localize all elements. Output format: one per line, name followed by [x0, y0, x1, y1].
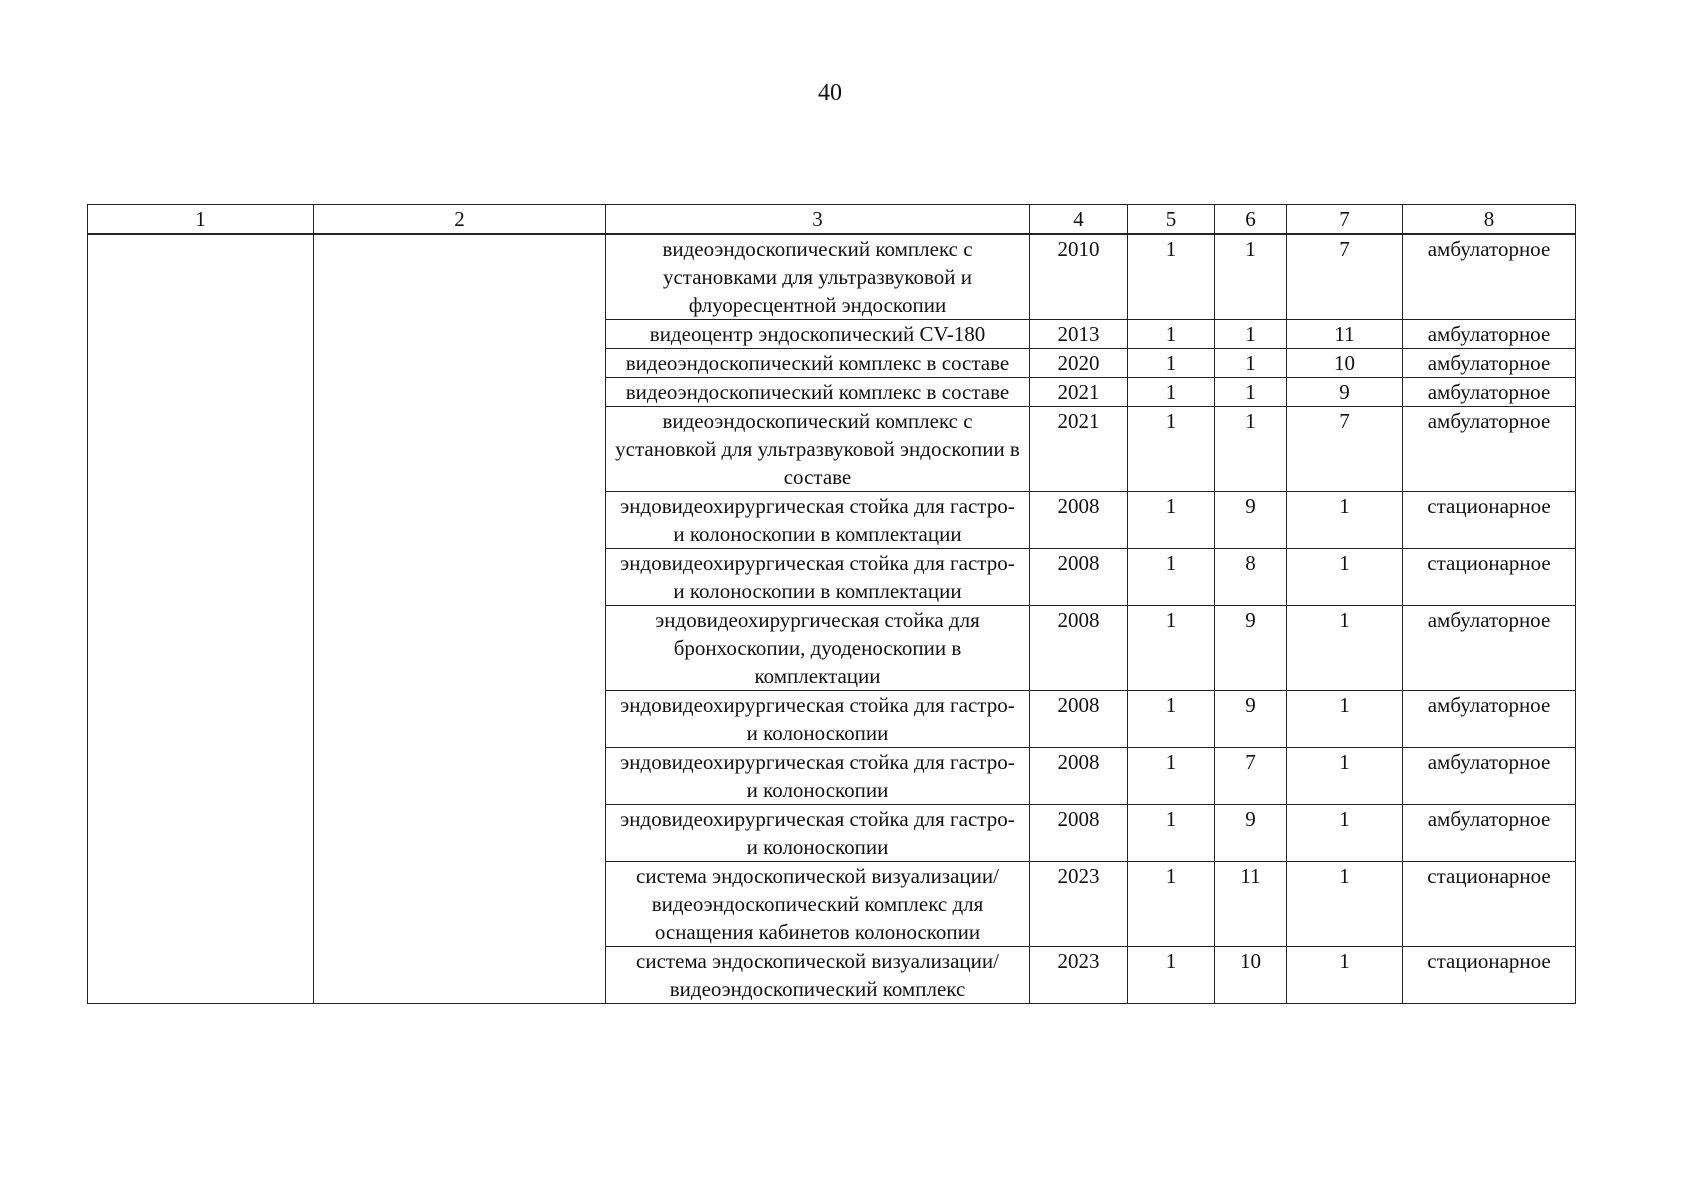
equipment-name: эндовидеохирургическая стойка для бронхоскопии, дуоденоскопии в комплектации: [606, 606, 1030, 691]
equipment-name: видеоэндоскопический комплекс в составе: [606, 378, 1030, 407]
equipment-name: эндовидеохирургическая стойка для гастро- и колоноскопии: [606, 691, 1030, 748]
care-type-cell: амбулаторное: [1403, 349, 1576, 378]
header-col-2: 2: [314, 205, 606, 235]
header-col-7: 7: [1287, 205, 1403, 235]
header-col-3: 3: [606, 205, 1030, 235]
care-type-cell: стационарное: [1403, 947, 1576, 1004]
col-7-cell: 9: [1287, 378, 1403, 407]
col-6-cell: 10: [1215, 947, 1287, 1004]
col-6-cell: 9: [1215, 805, 1287, 862]
equipment-table: [87, 204, 1576, 1004]
header-col-4: 4: [1030, 205, 1128, 235]
table-row: [88, 234, 1576, 320]
col-7-cell: 1: [1287, 606, 1403, 691]
col-5-cell: 1: [1128, 691, 1215, 748]
year-cell: 2008: [1030, 691, 1128, 748]
care-type-cell: амбулаторное: [1403, 407, 1576, 492]
col-5-cell: 1: [1128, 862, 1215, 947]
col-6-cell: 1: [1215, 349, 1287, 378]
care-type-cell: амбулаторное: [1403, 691, 1576, 748]
header-col-1: 1: [88, 205, 314, 235]
care-type-cell: амбулаторное: [1403, 234, 1576, 320]
col-5-cell: 1: [1128, 407, 1215, 492]
col-7-cell: 7: [1287, 234, 1403, 320]
equipment-name: система эндоскопической визуализации/ видеоэндоскопический комплекс для оснащения кабинетов колоноскопии: [606, 862, 1030, 947]
col-6-cell: 11: [1215, 862, 1287, 947]
header-col-5: 5: [1128, 205, 1215, 235]
col-7-cell: 10: [1287, 349, 1403, 378]
col-5-cell: 1: [1128, 606, 1215, 691]
equipment-name: видеоэндоскопический комплекс в составе: [606, 349, 1030, 378]
col-6-cell: 1: [1215, 320, 1287, 349]
col-7-cell: 1: [1287, 862, 1403, 947]
col-5-cell: 1: [1128, 320, 1215, 349]
col-5-cell: 1: [1128, 378, 1215, 407]
col-5-cell: 1: [1128, 805, 1215, 862]
col-5-cell: 1: [1128, 947, 1215, 1004]
year-cell: 2023: [1030, 862, 1128, 947]
col-7-cell: 1: [1287, 748, 1403, 805]
col-5-cell: 1: [1128, 549, 1215, 606]
col-7-cell: 11: [1287, 320, 1403, 349]
equipment-name: видеоэндоскопический комплекс с установкой для ультразвуковой эндоскопии в составе: [606, 407, 1030, 492]
equipment-name: эндовидеохирургическая стойка для гастро- и колоноскопии в комплектации: [606, 492, 1030, 549]
col-5-cell: 1: [1128, 234, 1215, 320]
header-row: [88, 205, 1576, 235]
care-type-cell: амбулаторное: [1403, 378, 1576, 407]
care-type-cell: амбулаторное: [1403, 606, 1576, 691]
col-7-cell: 1: [1287, 805, 1403, 862]
col-7-cell: 1: [1287, 691, 1403, 748]
year-cell: 2023: [1030, 947, 1128, 1004]
page-number: 40: [818, 80, 842, 106]
merged-cell-col-1: [88, 234, 314, 1004]
year-cell: 2008: [1030, 492, 1128, 549]
col-7-cell: 7: [1287, 407, 1403, 492]
col-5-cell: 1: [1128, 349, 1215, 378]
col-7-cell: 1: [1287, 549, 1403, 606]
equipment-name: видеоцентр эндоскопический CV-180: [606, 320, 1030, 349]
col-7-cell: 1: [1287, 947, 1403, 1004]
equipment-name: видеоэндоскопический комплекс с установками для ультразвуковой и флуоресцентной эндоскопии: [606, 234, 1030, 320]
equipment-name: эндовидеохирургическая стойка для гастро- и колоноскопии в комплектации: [606, 549, 1030, 606]
year-cell: 2010: [1030, 234, 1128, 320]
col-6-cell: 8: [1215, 549, 1287, 606]
col-6-cell: 1: [1215, 378, 1287, 407]
care-type-cell: амбулаторное: [1403, 748, 1576, 805]
year-cell: 2013: [1030, 320, 1128, 349]
year-cell: 2008: [1030, 748, 1128, 805]
col-6-cell: 9: [1215, 492, 1287, 549]
year-cell: 2008: [1030, 805, 1128, 862]
year-cell: 2008: [1030, 549, 1128, 606]
col-7-cell: 1: [1287, 492, 1403, 549]
col-6-cell: 7: [1215, 748, 1287, 805]
year-cell: 2020: [1030, 349, 1128, 378]
col-5-cell: 1: [1128, 748, 1215, 805]
equipment-name: система эндоскопической визуализации/ видеоэндоскопический комплекс: [606, 947, 1030, 1004]
equipment-name: эндовидеохирургическая стойка для гастро- и колоноскопии: [606, 805, 1030, 862]
equipment-name: эндовидеохирургическая стойка для гастро- и колоноскопии: [606, 748, 1030, 805]
col-5-cell: 1: [1128, 492, 1215, 549]
year-cell: 2008: [1030, 606, 1128, 691]
col-6-cell: 9: [1215, 606, 1287, 691]
header-col-6: 6: [1215, 205, 1287, 235]
col-6-cell: 9: [1215, 691, 1287, 748]
care-type-cell: амбулаторное: [1403, 320, 1576, 349]
header-col-8: 8: [1403, 205, 1576, 235]
care-type-cell: стационарное: [1403, 492, 1576, 549]
care-type-cell: стационарное: [1403, 549, 1576, 606]
care-type-cell: стационарное: [1403, 862, 1576, 947]
year-cell: 2021: [1030, 407, 1128, 492]
care-type-cell: амбулаторное: [1403, 805, 1576, 862]
merged-cell-col-2: [314, 234, 606, 1004]
col-6-cell: 1: [1215, 407, 1287, 492]
col-6-cell: 1: [1215, 234, 1287, 320]
year-cell: 2021: [1030, 378, 1128, 407]
